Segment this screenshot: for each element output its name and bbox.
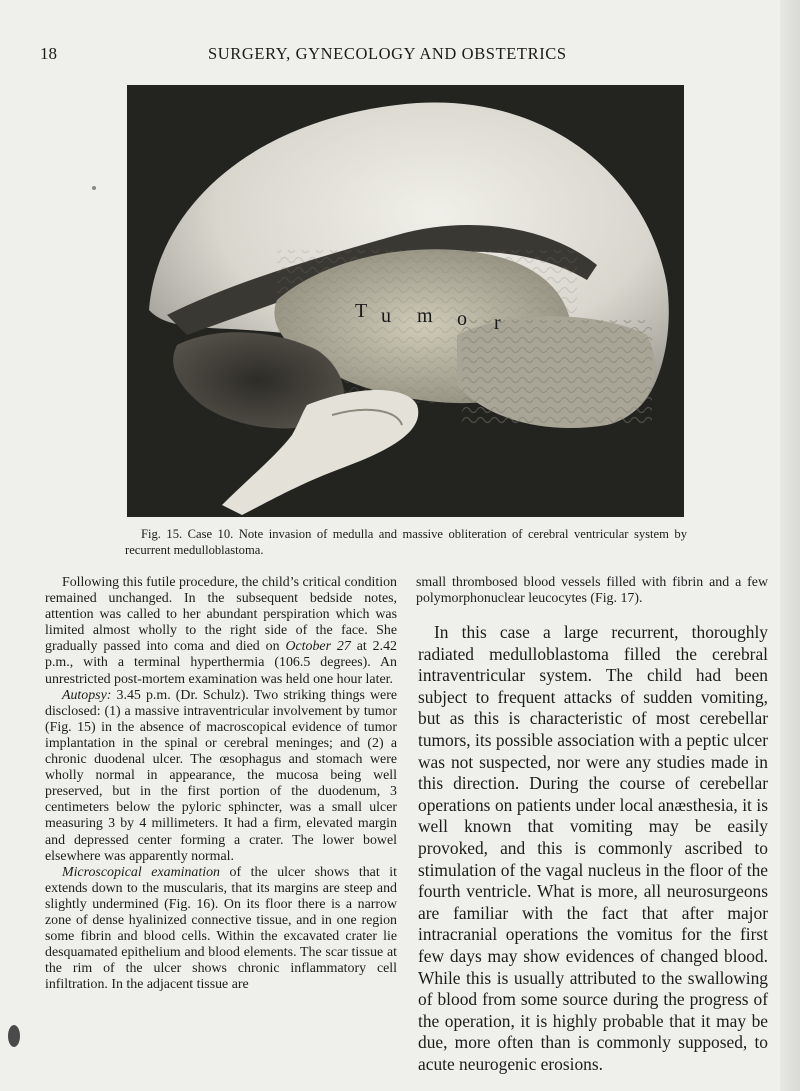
ink-smudge xyxy=(8,1025,20,1047)
tumor-label-letter-4: o xyxy=(457,308,467,330)
death-date: October 27 xyxy=(285,639,351,655)
journal-title: SURGERY, GYNECOLOGY AND OBSTETRICS xyxy=(208,44,567,63)
brain-section-image xyxy=(127,85,684,517)
ink-dot xyxy=(92,186,96,190)
figure-caption xyxy=(125,526,687,558)
paragraph-autopsy xyxy=(45,688,397,865)
autopsy-lead: Autopsy: xyxy=(62,687,112,703)
summary-text: In this case a large recurrent, thoroughly radiated medulloblastoma filled the cerebral intraventricular system. The child had been subject to frequent attacks of sudden vomiting, but as this is characteristic of most cerebellar tumors, its possible association with a peptic ulcer was not suspected, nor were any studies made in this direction. During the course of cerebellar operations on patients under local anæsthesia, it is well known that vomiting may be easily provoked, and this is commonly ascribed to stimulation of the vagal nucleus in the floor of the fourth ventricle. What is more, all neurosurgeons are familiar with the fact that after major intracranial operations the vomitus for the first few days may show evidences of changed blood. While this is usually attributed to the swallowing of blood from some source during the progress of the operation, it is highly probable that it may be due, more often than is commonly supposed, to acute neurogenic erosions. xyxy=(418,622,768,1074)
running-header xyxy=(40,44,770,66)
tumor-label-letter-3: m xyxy=(417,305,433,327)
right-column-summary xyxy=(418,622,768,1075)
microscopy-text: of the ulcer shows that it extends down to the muscularis, that its margins are steep and slightly undermined (Fig. 16). On its floor there is a narrow zone of dense hyalinized connective tissue, and in one region some fibrin and blood cells. Within the excavated crater lie desquamated epithelium and blood elements. The scar tissue at the rim of the ulcer shows chronic inflammatory cell infiltration. In the adjacent tissue are xyxy=(45,864,397,993)
paragraph-1 xyxy=(45,575,397,688)
tumor-label-letter-5: r xyxy=(494,312,501,334)
right-column-continuation xyxy=(416,575,768,607)
tumor-label-letter-1: T xyxy=(355,300,368,322)
page-edge-shadow xyxy=(780,0,800,1091)
continuation-text: small thrombosed blood vessels filled with fibrin and a few polymorphonuclear leucocytes (Fig. 17). xyxy=(416,575,768,607)
brain-section-photograph xyxy=(127,85,684,517)
tumor-label-letter-2: u xyxy=(381,305,391,327)
page-number: 18 xyxy=(40,44,57,63)
paragraph-1-text-b: at 2.42 p.m., with a terminal hyperthermia (106.5 degrees). An unrestricted post-mortem examination was held one hour later. xyxy=(45,639,397,687)
left-column xyxy=(45,575,397,993)
paragraph-microscopy xyxy=(45,865,397,994)
paragraph-1-text-a: Following this futile procedure, the child’s critical condition remained unchanged. In the subsequent bedside notes, attention was called to her abundant perspiration which was limited almost wholly to the right side of the face. She gradually passed into coma and died on xyxy=(45,575,397,655)
microscopy-lead: Microscopical examination xyxy=(62,864,220,880)
autopsy-text: 3.45 p.m. (Dr. Schulz). Two striking things were disclosed: (1) a massive intraventricular involvement by tumor (Fig. 15) in the absence of macroscopical evidence of tumor implantation in the spinal or cerebral meninges; and (2) a chronic duodenal ulcer. The œsophagus and stomach were wholly normal in appearance, the mucosa being well preserved, but in the first portion of the duodenum, 3 centimeters below the pyloric sphincter, was a small ulcer measuring 3 by 4 millimeters. It had a firm, elevated margin and depressed center forming a crater. The lower bowel elsewhere was apparently normal. xyxy=(45,687,397,864)
figure-caption-text: Fig. 15. Case 10. Note invasion of medulla and massive obliteration of cerebral ventricular system by recurrent medulloblastoma. xyxy=(125,527,687,557)
